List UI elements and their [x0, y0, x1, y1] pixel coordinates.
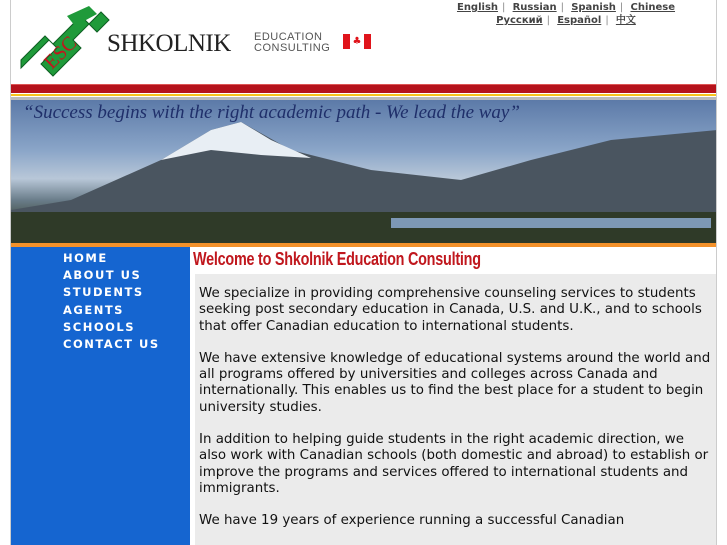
main-content [195, 274, 717, 545]
banner-image [11, 100, 716, 243]
language-links: English | Russian | Spanish | Chinese Русский | Español | 中文 [456, 2, 676, 26]
nav-students[interactable]: STUDENTS [63, 285, 144, 299]
nav-agents[interactable]: AGENTS [63, 303, 124, 317]
brand-sub-line: CONSULTING [254, 42, 331, 54]
divider [11, 94, 716, 96]
brand-sub-line: EDUCATION [254, 31, 323, 43]
page-title: Welcome to Shkolnik Education Consulting [193, 249, 481, 269]
brand-name: SHKOLNIK [107, 30, 231, 57]
nav-home[interactable]: HOME [63, 251, 108, 265]
paragraph: We specialize in providing comprehensive counseling services to students seeking post secondary education in Canada, U.S. and U.K., and to schools that offer Canadian education to international students. [199, 286, 702, 334]
lang-russian[interactable]: Russian [512, 2, 557, 13]
nav-about-us[interactable]: ABOUT US [63, 268, 142, 282]
banner-quote: “Success begins with the right academic path - We lead the way” [23, 102, 520, 123]
nav-schools[interactable]: SCHOOLS [63, 320, 136, 334]
page-frame [10, 0, 717, 545]
lang-english[interactable]: English [456, 2, 499, 13]
lang-spanish-native[interactable]: Español [557, 15, 602, 26]
lang-chinese-native[interactable]: 中文 [615, 15, 636, 26]
header-band [11, 84, 716, 93]
brand-subtitle [254, 32, 330, 54]
paragraph: We have 19 years of experience running a successful Canadian [199, 513, 625, 529]
paragraph: We have extensive knowledge of educational systems around the world and all programs offered by universities and colleges across Canada and internationally. This enables us to find the best place for a student to begin university studies. [199, 350, 711, 415]
paragraph: In addition to helping guide students in the right academic direction, we also work with Canadian schools (both domestic and abroad) to establish or improve the programs and services offered to international students and immigrants. [199, 432, 709, 496]
svg-text:ESC: ESC [39, 32, 82, 74]
canada-flag-icon: ♣ [343, 34, 371, 49]
lang-spanish[interactable]: Spanish [571, 2, 616, 13]
nav-contact-us[interactable]: CONTACT US [63, 337, 160, 351]
sidebar-nav [11, 247, 190, 545]
logo-icon [19, 6, 111, 78]
lang-russian-native[interactable]: Русский [496, 15, 543, 26]
lang-chinese[interactable]: Chinese [630, 2, 676, 13]
